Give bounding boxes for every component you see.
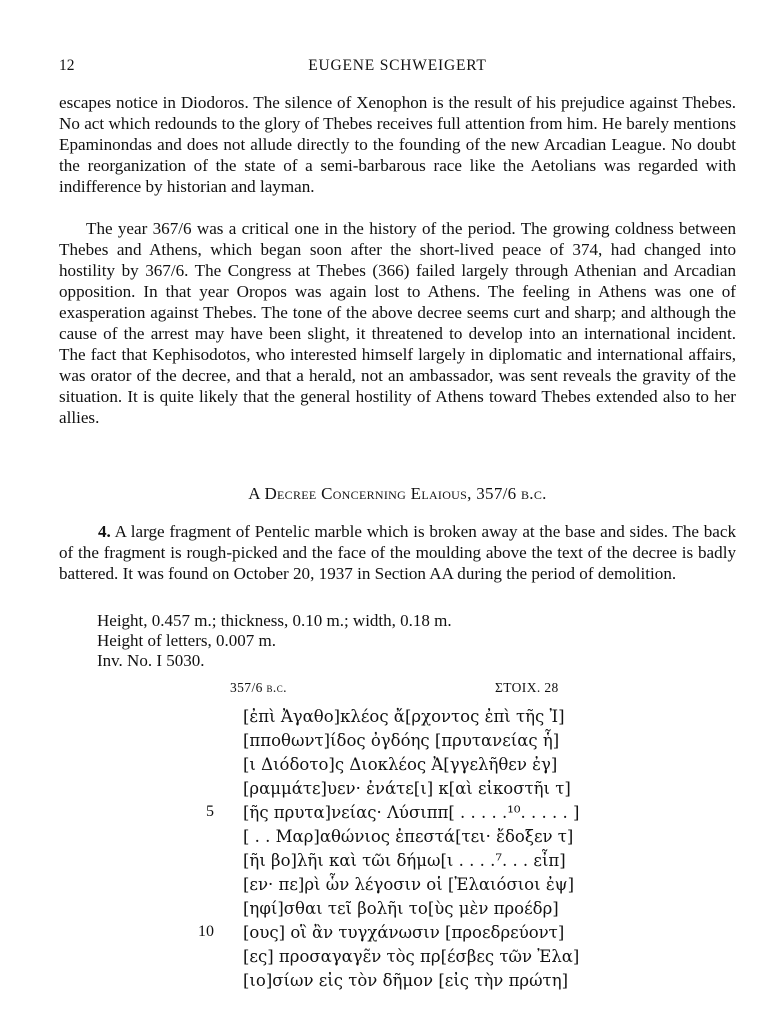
line-text: [εν· πε]ρὶ ὧν λέγοσιν οἱ [Ἐλαιόσιοι ἐψ] xyxy=(243,875,575,894)
inscription-line xyxy=(0,899,784,923)
line-text: [ι Διόδοτο]ς Διοκλέος Ἀ[γγελῆθεν ἐγ] xyxy=(243,755,558,774)
running-header xyxy=(59,57,736,81)
line-text: [ . . Μαρ]αθώνιος ἐπεστά[τει· ἔδοξεν τ] xyxy=(243,827,574,846)
stoichedon-count: ΣΤΟΙΧ. 28 xyxy=(495,680,559,695)
inscription-line xyxy=(0,707,784,731)
running-title: EUGENE SCHWEIGERT xyxy=(308,57,487,74)
inscription-line xyxy=(0,731,784,755)
paragraph-text: escapes notice in Diodoros. The silence of Xenophon is the result of his prejudice against Thebes. No act which redounds to the glory of Thebes receives full attention from him. He barely mentions Epaminondas and does not allude directly to the founding of the new Arcadian League. No doubt the reorganization of the state of a semi-barbarous race like the Aetolians was regarded with indifference by historian and layman. xyxy=(59,93,736,196)
page-number: 12 xyxy=(59,57,75,74)
paragraph-1 xyxy=(59,92,736,197)
line-text: [ἐπὶ Ἀγαθο]κλέος ἄ[ρχοντος ἐπὶ τῆς Ἰ] xyxy=(243,707,565,726)
section-title xyxy=(59,484,736,504)
inscription-header xyxy=(0,680,784,700)
line-text: [ιο]σίων εἰς τὸν δῆμον [εἰς τὴν πρώτη] xyxy=(243,971,569,990)
line-text: [ους] οἳ ἂν τυγχάνωσιν [προεδρεύοντ] xyxy=(243,923,565,942)
inscription-line xyxy=(0,755,784,779)
line-text: [ες] προσαγαγε̃ν τὸς πρ[έσβες τῶν Ἐλα] xyxy=(243,947,580,966)
inventory-number: Inv. No. I 5030. xyxy=(97,651,205,670)
entry-metadata xyxy=(97,611,452,671)
line-number: 5 xyxy=(206,803,214,820)
inscription-text xyxy=(0,707,784,995)
paragraph-text: The year 367/6 was a critical one in the history of the period. The growing coldness between Thebes and Athens, which began soon after the short-lived peace of 374, had changed into hostility by 367/6. The Congress at Thebes (366) failed largely through Athenian and Arcadian opposition. In that year Oropos was again lost to Athens. The feeling in Athens was one of exasperation against Thebes. The tone of the above decree seems curt and sharp; and although the cause of the arrest may have been slight, it threatened to develop into an international incident. The fact that Kephisodotos, who interested himself largely in diplomatic and international affairs, was orator of the decree, and that a herald, not an ambassador, was sent reveals the gravity of the situation. It is quite likely that the general hostility of Athens toward Thebes extended also to her allies. xyxy=(59,219,736,427)
inscription-date: 357/6 b.c. xyxy=(230,680,287,695)
inscription-line xyxy=(0,827,784,851)
line-text: [ῆι βο]λῆι καὶ τῶι δήμω[ι . . . .⁷. . . εἶπ] xyxy=(243,851,566,870)
inscription-line xyxy=(0,851,784,875)
line-number: 10 xyxy=(198,923,214,940)
section-title-main: A Decree Concerning Elaious, 357/6 xyxy=(248,484,521,503)
inscription-line xyxy=(0,875,784,899)
paragraph-2 xyxy=(59,218,736,428)
line-text: [ραμμάτε]υεν· ἐνάτε[ι] κ[αὶ εἰκοστῆι τ] xyxy=(243,779,571,798)
inscription-line xyxy=(0,947,784,971)
inscription-line xyxy=(0,923,784,947)
line-text: [ῆς πρυτα]νείας· Λύσιππ[ . . . . .¹⁰. . . . . ] xyxy=(243,803,580,822)
line-text: [πποθωντ]ίδος ὀγδόης [πρυτανείας ἧ] xyxy=(243,731,560,750)
inscription-line xyxy=(0,803,784,827)
inscription-line xyxy=(0,779,784,803)
letter-height: Height of letters, 0.007 m. xyxy=(97,631,276,650)
section-title-era: b.c. xyxy=(521,484,547,503)
line-text: [ηφί]σθαι τεῖ βολῆι το[ὺς μὲν προέδρ] xyxy=(243,899,559,918)
dimensions: Height, 0.457 m.; thickness, 0.10 m.; width, 0.18 m. xyxy=(97,611,452,630)
entry-number: 4. xyxy=(98,522,111,541)
inscription-line xyxy=(0,971,784,995)
entry-description xyxy=(59,521,736,584)
entry-text: A large fragment of Pentelic marble which is broken away at the base and sides. The back of the fragment is rough-picked and the face of the moulding above the text of the decree is badly battered. It was found on October 20, 1937 in Section AA during the period of demolition. xyxy=(59,522,736,583)
